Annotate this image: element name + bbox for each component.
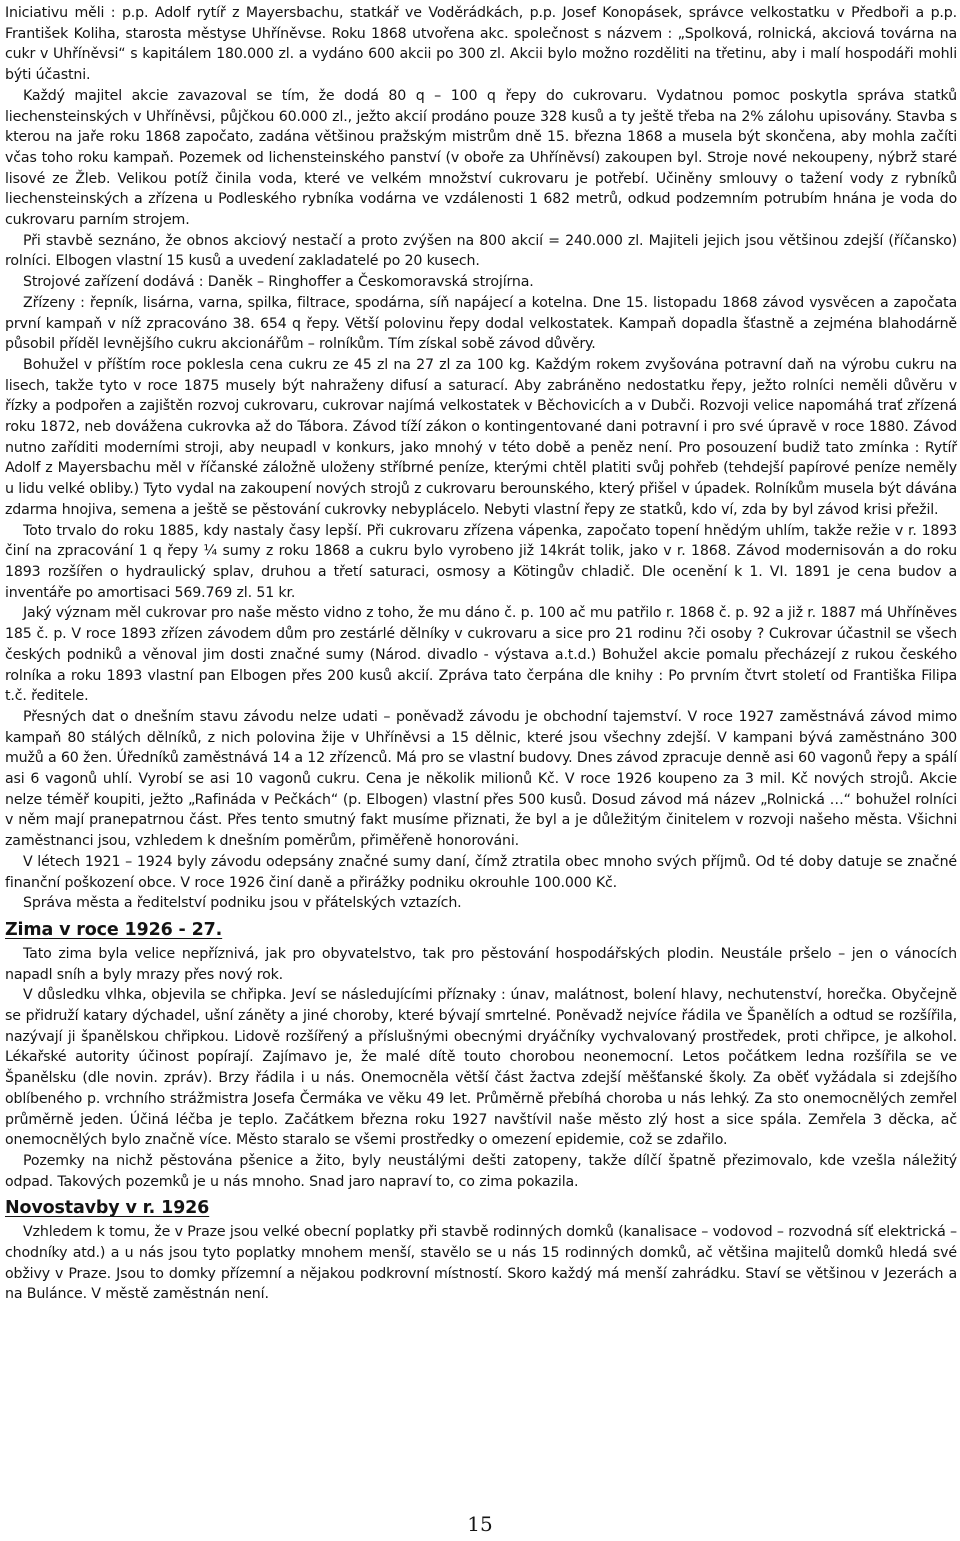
paragraph: Přesných dat o dnešním stavu závodu nelze udati – poněvadž závodu je obchodní tajemství. V roce 1927 zaměstnává závod mimo kampaň 80 stálých dělníků, z nich polovina žije v Uhříněvsi a 15 dělnic, které jsou všechny zdejší. V kampani bývá zaměstnáno 300 mužů a 60 žen. Úředníků zaměstnává 14 a 12 zřízenců. Má pro se vlastní budovy. Dnes závod zpracuje denně asi 60 vagonů řepy a spálí asi 6 vagonů uhlí. Vyrobí se asi 10 vagonů cukru. Cena je několik milionů Kč. V roce 1926 koupeno za 3 mil. Kč nových strojů. Akcie nelze téměř koupiti, ježto „Rafináda v Pečkách“ (p. Elbogen) vlastní přes 500 kusů. Dosud závod má název „Rolnická …“ bohužel rolníci v něm mají pranepatrnou část. Přes tento smutný fakt musíme přiznati, že byl a je důležitým činitelem v rozvoji našeho města. Všichni zaměstnanci jsou, vzhledem k dnešním poměrům, přiměřeně honorováni. xyxy=(5,708,957,850)
paragraph: Vzhledem k tomu, že v Praze jsou velké obecní poplatky při stavbě rodinných domků (kanalisace – vodovod – rozvodná síť elektrická – chodníky atd.) a u nás jsou tyto poplatky mnohem menší, stavělo se u nás 15 rodinných domků, ač většina majitelů domků hledá své obživy v Praze. Jsou to domky přízemní a nějakou podkrovní místností. Skoro každý má menší zahrádku. Staví se většinou v Jezerách a na Bulánce. V městě zaměstnán není. xyxy=(5,1224,957,1303)
paragraph: Pozemky na nichž pěstována pšenice a žito, byly neustálými dešti zatopeny, takže dílčí špatně přezimovalo, kde vzešla náležitý odpad. Takových pozemků je u nás mnoho. Snad jaro napraví to, co zima pokazila. xyxy=(5,1152,957,1190)
paragraph: Správa města a ředitelství podniku jsou v přátelských vztazích. xyxy=(23,895,462,912)
heading-winter-1926-27: Zima v roce 1926 - 27. xyxy=(5,919,223,940)
paragraph: V létech 1921 – 1924 byly závodu odepsány značné sumy daní, čímž ztratila obec mnoho svých příjmů. Od té doby datuje se značné finanční poškození obce. V roce 1926 činí daně a přirážky podniku okrouhle 100.000 Kč. xyxy=(5,853,957,891)
paragraph: Toto trvalo do roku 1885, kdy nastaly časy lepší. Při cukrovaru zřízena vápenka, započato topení hnědým uhlím, takže režie v r. 1893 činí na zpracování 1 q řepy ¼ sumy z roku 1868 a cukru bylo vyrobeno již 14krát tolik, jako v r. 1868. Závod modernisován a do roku 1893 rozšířen o hydraulický splav, druhou a třetí saturaci, osmosy a Kötingův chladič. Dle ocenění k 1. VI. 1891 je cena budov a inventáře po amortisaci 569.769 zl. 51 kr. xyxy=(5,522,957,601)
page-number: 15 xyxy=(467,1512,493,1536)
paragraph: Bohužel v příštím roce poklesla cena cukru ze 45 zl na 27 zl za 100 kg. Každým rokem zvyšována potravní daň na výrobu cukru na lisech, takže tyto v roce 1875 musely být nahraženy difusí a saturací. Aby zabráněno nedostatku řepy, ježto rolníci neměli důvěru v řízky a podpořen a zajištěn rozvoj cukrovaru, cukrovar najímá velkostatek v Běchovicích a v Dubči. Rozvoji velice napomáhá trať zřízená roku 1872, neb dovážena cukrovka až do Tábora. Závod tíží zákon o kontingentované dani potravní i pro své úpravě v roce 1880. Závod nutno zaříditi moderními stroji, aby neupadl v konkurs, jako mnohý v této době a peněz není. Pro posouzení budiž tato zmínka : Rytíř Adolf z Mayersbachu měl v říčanské záložně uloženy stříbrné peníze, kterými chtěl platiti svůj pohřeb (tehdejší papírové peníze neměly u lidu velké obliby.) Tyto vydal na zakoupení nových strojů z cukrovaru berounského, který přišel v úpadek. Rolníkům musela být dávána zdarma hnojiva, semena a ještě se pěstování cukrovky nebyplácelo. Nebyti vlastní řepy ze statků, kdo ví, zda by byl závod krisi přežil. xyxy=(5,356,957,518)
winter-section xyxy=(5,944,957,1192)
paragraph: Jaký význam měl cukrovar pro naše město vidno z toho, že mu dáno č. p. 100 ač mu patřilo r. 1868 č. p. 92 a již r. 1887 má Uhříněves 185 č. p. V roce 1893 zřízen závodem dům pro zestárlé dělníky v cukrovaru a sice pro 21 rodinu ?či osoby ? Cukrovar účastnil se všech českých podniků a věnoval jim dosti značné sumy (Národ. divadlo - výstava a.t.d.) Bohužel akcie pomalu přecházejí z rukou českého rolníka a roku 1893 vlastní pan Elbogen přes 200 kusů akcií. Zpráva tato čerpána dle knihy : Po prvním čtvrt století od Františka Filipa t.č. ředitele. xyxy=(5,605,957,705)
new-buildings-section xyxy=(5,1222,957,1305)
paragraph: Tato zima byla velice nepříznivá, jak pro obyvatelstvo, tak pro pěstování hospodářských plodin. Neustále pršelo – jen o vánocích napadl sníh a byly mrazy přes nový rok. xyxy=(5,945,957,983)
paragraph: Zřízeny : řepník, lisárna, varna, spilka, filtrace, spodárna, síň napájecí a kotelna. Dne 15. listopadu 1868 závod vysvěcen a započata první kampaň v níž zpracováno 38. 654 q řepy. Větší polovinu řepy dodal velkostatek. Kampaň dopadla šťastně a zejména blahodárně působil příděl levnějšího cukru akcionářům – rolníkům. Tím získal sobě závod důvěry. xyxy=(5,294,957,353)
paragraph: V důsledku vlhka, objevila se chřipka. Jeví se následujícími příznaky : únav, malátnost, bolení hlavy, nechutenství, horečka. Obyčejně se přidruží katary dýchadel, ušní záněty a jiné choroby, které bývají smrtelné. Poněvadž nejvíce řádila ve Španělích a odtud se rozšířila, nazývají ji španělskou chřipkou. Lidově rozšířený a příslušnými obecnými dryáčníky vychvalovaný prostředek, proti chřipce, je alkohol. Lékařské autority účinost popírají. Zajímavo je, že malé dítě touto chorobou neonemocní. Letos počátkem ledna rozšířila se ve Španělsku (dle novin. zpráv). Brzy řádila i u nás. Onemocněla větší část žactva zdejší měšťanské školy. Za oběť vyžádala si zdejšího oblíbeného p. vrchního strážmistra Josefa Čermáka ve věku 49 let. Průměrně přebíhá choroba u nás lehký. Za sto onemocnělých zemřel průměrně jeden. Účiná léčba je teplo. Začátkem března roku 1927 navštívil naše město zlý host a sice spála. Zemřela 3 děcka, ač onemocnělých bylo značně více. Město staralo se všemi prostředky o omezení epidemie, což se zdařilo. xyxy=(5,987,957,1149)
paragraph: Při stavbě seznáno, že obnos akciový nestačí a proto zvýšen na 800 akcií = 240.000 zl. Majiteli jejich jsou většinou zdejší (říčansko) rolníci. Elbogen vlastní 15 kusů a uvedení zakladatelé po 20 kusech. xyxy=(5,232,957,270)
paragraph: Každý majitel akcie zavazoval se tím, že dodá 80 q – 100 q řepy do cukrovaru. Vydatnou pomoc poskytla správa statků liechensteinských v Uhříněvsi, půjčkou 60.000 zl., ježto akcií prodáno pouze 328 kusů a ty ještě třeba na 2% zálohu upisovány. Stavba s kterou na jaře roku 1868 započato, zadána většinou pražským mistrům dně 15. března 1868 a musela být skončena, aby mohla začíti včas toho roku kampaň. Pozemek od lichensteinského panství (v oboře za Uhříněvsí) zakoupen byl. Stroje nové nekoupeny, nýbrž staré lisové ze Žleb. Velikou potíž činila voda, které ve velkém množství cukrovaru je potřebí. Učiněny smlouvy o tažení vody z rybníků liechensteinských a zřízena u Podleského rybníka vodárna ve vzdálenosti 1 682 metrů, odkud podzemním potrubím hnána je voda do cukrovaru parním strojem. xyxy=(5,87,957,229)
heading-new-buildings-1926: Novostavby v r. 1926 xyxy=(5,1198,210,1219)
paragraph: Strojové zařízení dodává : Daněk – Ringhoffer a Českomoravská strojírna. xyxy=(23,274,534,291)
sugar-factory-history-section xyxy=(5,3,957,914)
paragraph: Iniciativu měli : p.p. Adolf rytíř z Mayersbachu, statkář ve Voděrádkách, p.p. Josef Konopásek, správce velkostatku v Předboři a p.p. František Koliha, starosta městyse Uhříněvse. Roku 1868 utvořena akc. společnost s názvem : „Spolková, rolnická, akciová továrna na cukr v Uhříněvsi“ s kapitálem 180.000 zl. a vydáno 600 akcii po 300 zl. Akcii bylo možno rozděliti na třetinu, aby i malí hospodáři mohli býti účastni. xyxy=(5,5,957,84)
document-body xyxy=(5,3,957,1305)
